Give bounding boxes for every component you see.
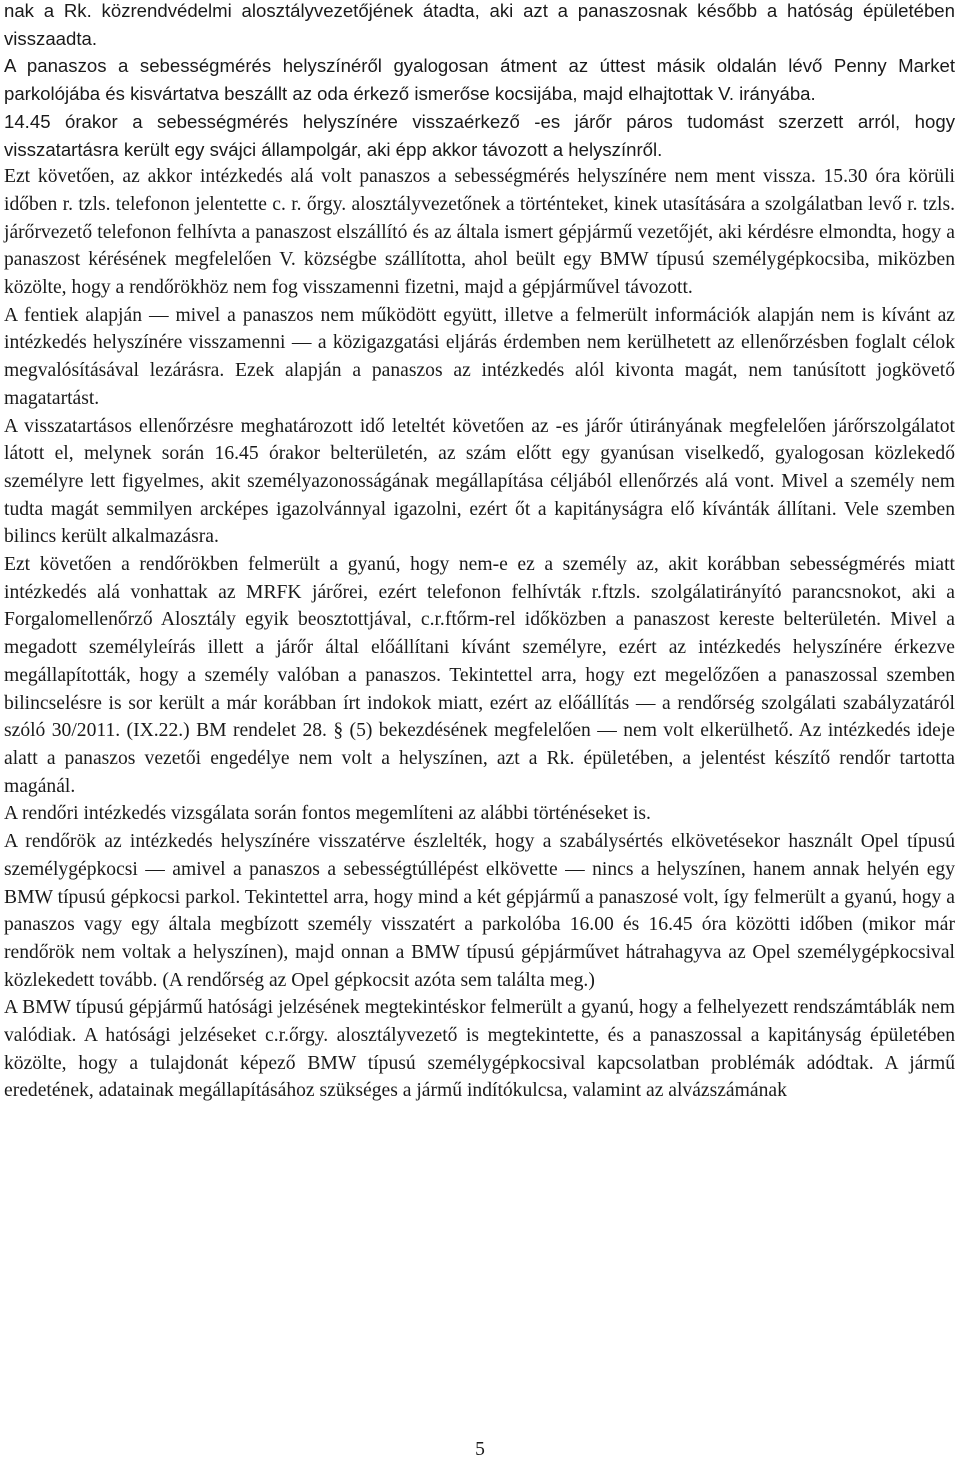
page-number: 5 (475, 1439, 485, 1460)
paragraph-1: nak a Rk. közrendvédelmi alosztályvezetőjének átadta, aki azt a panaszosnak később a hatóság épületében visszaadta. (4, 0, 955, 49)
paragraph-6: A visszatartásos ellenőrzésre meghatározott idő leteltét követően az -es járőr útirányának megfelelően járőrszolgálatot látott el, melynek során 16.45 órakor belterületén, az szám előtt egy gyanúsan viselkedő, gyalogosan közlekedő személyre lett figyelmes, akit személyazonosságának megállapítása céljából ellenőrzés alá vont. Mivel a személy nem tudta magát semmilyen arcképes igazolvánnyal igazolni, ezért őt a kapitányságra elő kívánták állítani. Vele szemben bilincs került alkalmazásra. (4, 415, 955, 548)
paragraph-5: A fentiek alapján ― mivel a panaszos nem működött együtt, illetve a felmerült információk alapján nem is kívánt az intézkedés helyszínére visszamenni ― a közigazgatási eljárás érdemben nem kerülhetett az ellenőrzésben foglalt célok megvalósításával lezárásra. Ezek alapján a panaszos az intézkedés alól kivonta magát, nem tanúsított jogkövető magatartást. (4, 304, 955, 409)
paragraph-10: A BMW típusú gépjármű hatósági jelzésének megtekintéskor felmerült a gyanú, hogy a felhelyezett rendszámtáblák nem valódiak. A hatósági jelzéseket c.r.őrgy. alosztályvezető is megtekintette, és a panaszossal a kapitányság épületében közölte, hogy a tulajdonát képező BMW típusú személygépkocsival kapcsolatban problémák adódtak. A jármű eredetének, adatainak megállapításához szükséges a jármű indítókulcsa, valamint az alvázszámának (4, 997, 955, 1102)
paragraph-2: A panaszos a sebességmérés helyszínéről gyalogosan átment az úttest másik oldalán lévő Penny Market parkolójába és kisvártatva beszállt az oda érkező ismerőse kocsijába, majd elhajtottak V. irányába. (4, 55, 955, 105)
paragraph-4: Ezt követően, az akkor intézkedés alá volt panaszos a sebességmérés helyszínére nem ment vissza. 15.30 óra körüli időben r. tzls. telefonon jelentette c. r. őrgy. alosztályvezetőnek a történteket, kinek utasítására a szolgálatban levő r. tzls. járőrvezető telefonon felhívta a panaszost elszállító és az általa ismert gépjármű vezetőjét, aki kérdésre elmondta, hogy a panaszost kérésének megfelelően V. községbe szállította, ahol beült egy BMW típusú személygépkocsiba, miközben közölte, hogy a rendőrökhöz nem fog visszamenni fizetni, majd a gépjárművel távozott. (4, 166, 955, 299)
paragraph-9: A rendőrök az intézkedés helyszínére visszatérve észlelték, hogy a szabálysértés elkövetésekor használt Opel típusú személygépkocsi ― amivel a panaszos a sebességtúllépést elkövette ― nincs a helyszínen, hanem annak helyén egy BMW típusú gépkocsi parkol. Tekintettel arra, hogy mind a két gépjármű a panaszosé volt, így felmerült a gyanú, hogy a panaszos vagy egy általa megbízott személy visszatért a parkolóba 16.00 és 16.45 óra közötti időben (mikor már rendőrök nem voltak a helyszínen), majd onnan a BMW típusú gépjárművet hátrahagyva az Opel személygépkocsival közlekedett tovább. (A rendőrség az Opel gépkocsit azóta sem találta meg.) (4, 831, 955, 991)
paragraph-7: Ezt követően a rendőrökben felmerült a gyanú, hogy nem-e ez a személy az, akit korábban sebességmérés miatt intézkedés alá vonhattak az MRFK járőrei, ezért telefonon felhívták r.ftzls. szolgálatirányító parancsnokot, aki a Forgalomellenőrző Alosztály egyik beosztottjával, c.r.ftőrm-rel időközben a panaszost kereste belterületén. Mivel a megadott személyleírás illett a járőr által előállítani kívánt személyre, ezért az intézkedés helyszínére érkezve megállapították, hogy a személy valóban a panaszos. Tekintettel arra, hogy ezt megelőzően a panaszossal szemben bilincselésre is sor került a már korábban írt indokok miatt, ezért az előállítás ― a rendőrség szolgálati szabályzatáról szóló 30/2011. (IX.22.) BM rendelet 28. § (5) bekezdésének megfelelően ― nem volt elkerülhető. Az intézkedés ideje alatt a panaszos vezetői engedélye nem volt a helyszínen, azt a Rk. épületében, a jelentést készítő rendőr tartotta magánál. (4, 554, 955, 797)
paragraph-3: 14.45 órakor a sebességmérés helyszínére visszaérkező -es járőr páros tudomást szerzett arról, hogy visszatartásra került egy svájci állampolgár, aki épp akkor távozott a helyszínről. (4, 110, 955, 160)
document-page (4, 0, 955, 1105)
paragraph-8: A rendőri intézkedés vizsgálata során fontos megemlíteni az alábbi történéseket is. (4, 803, 651, 825)
